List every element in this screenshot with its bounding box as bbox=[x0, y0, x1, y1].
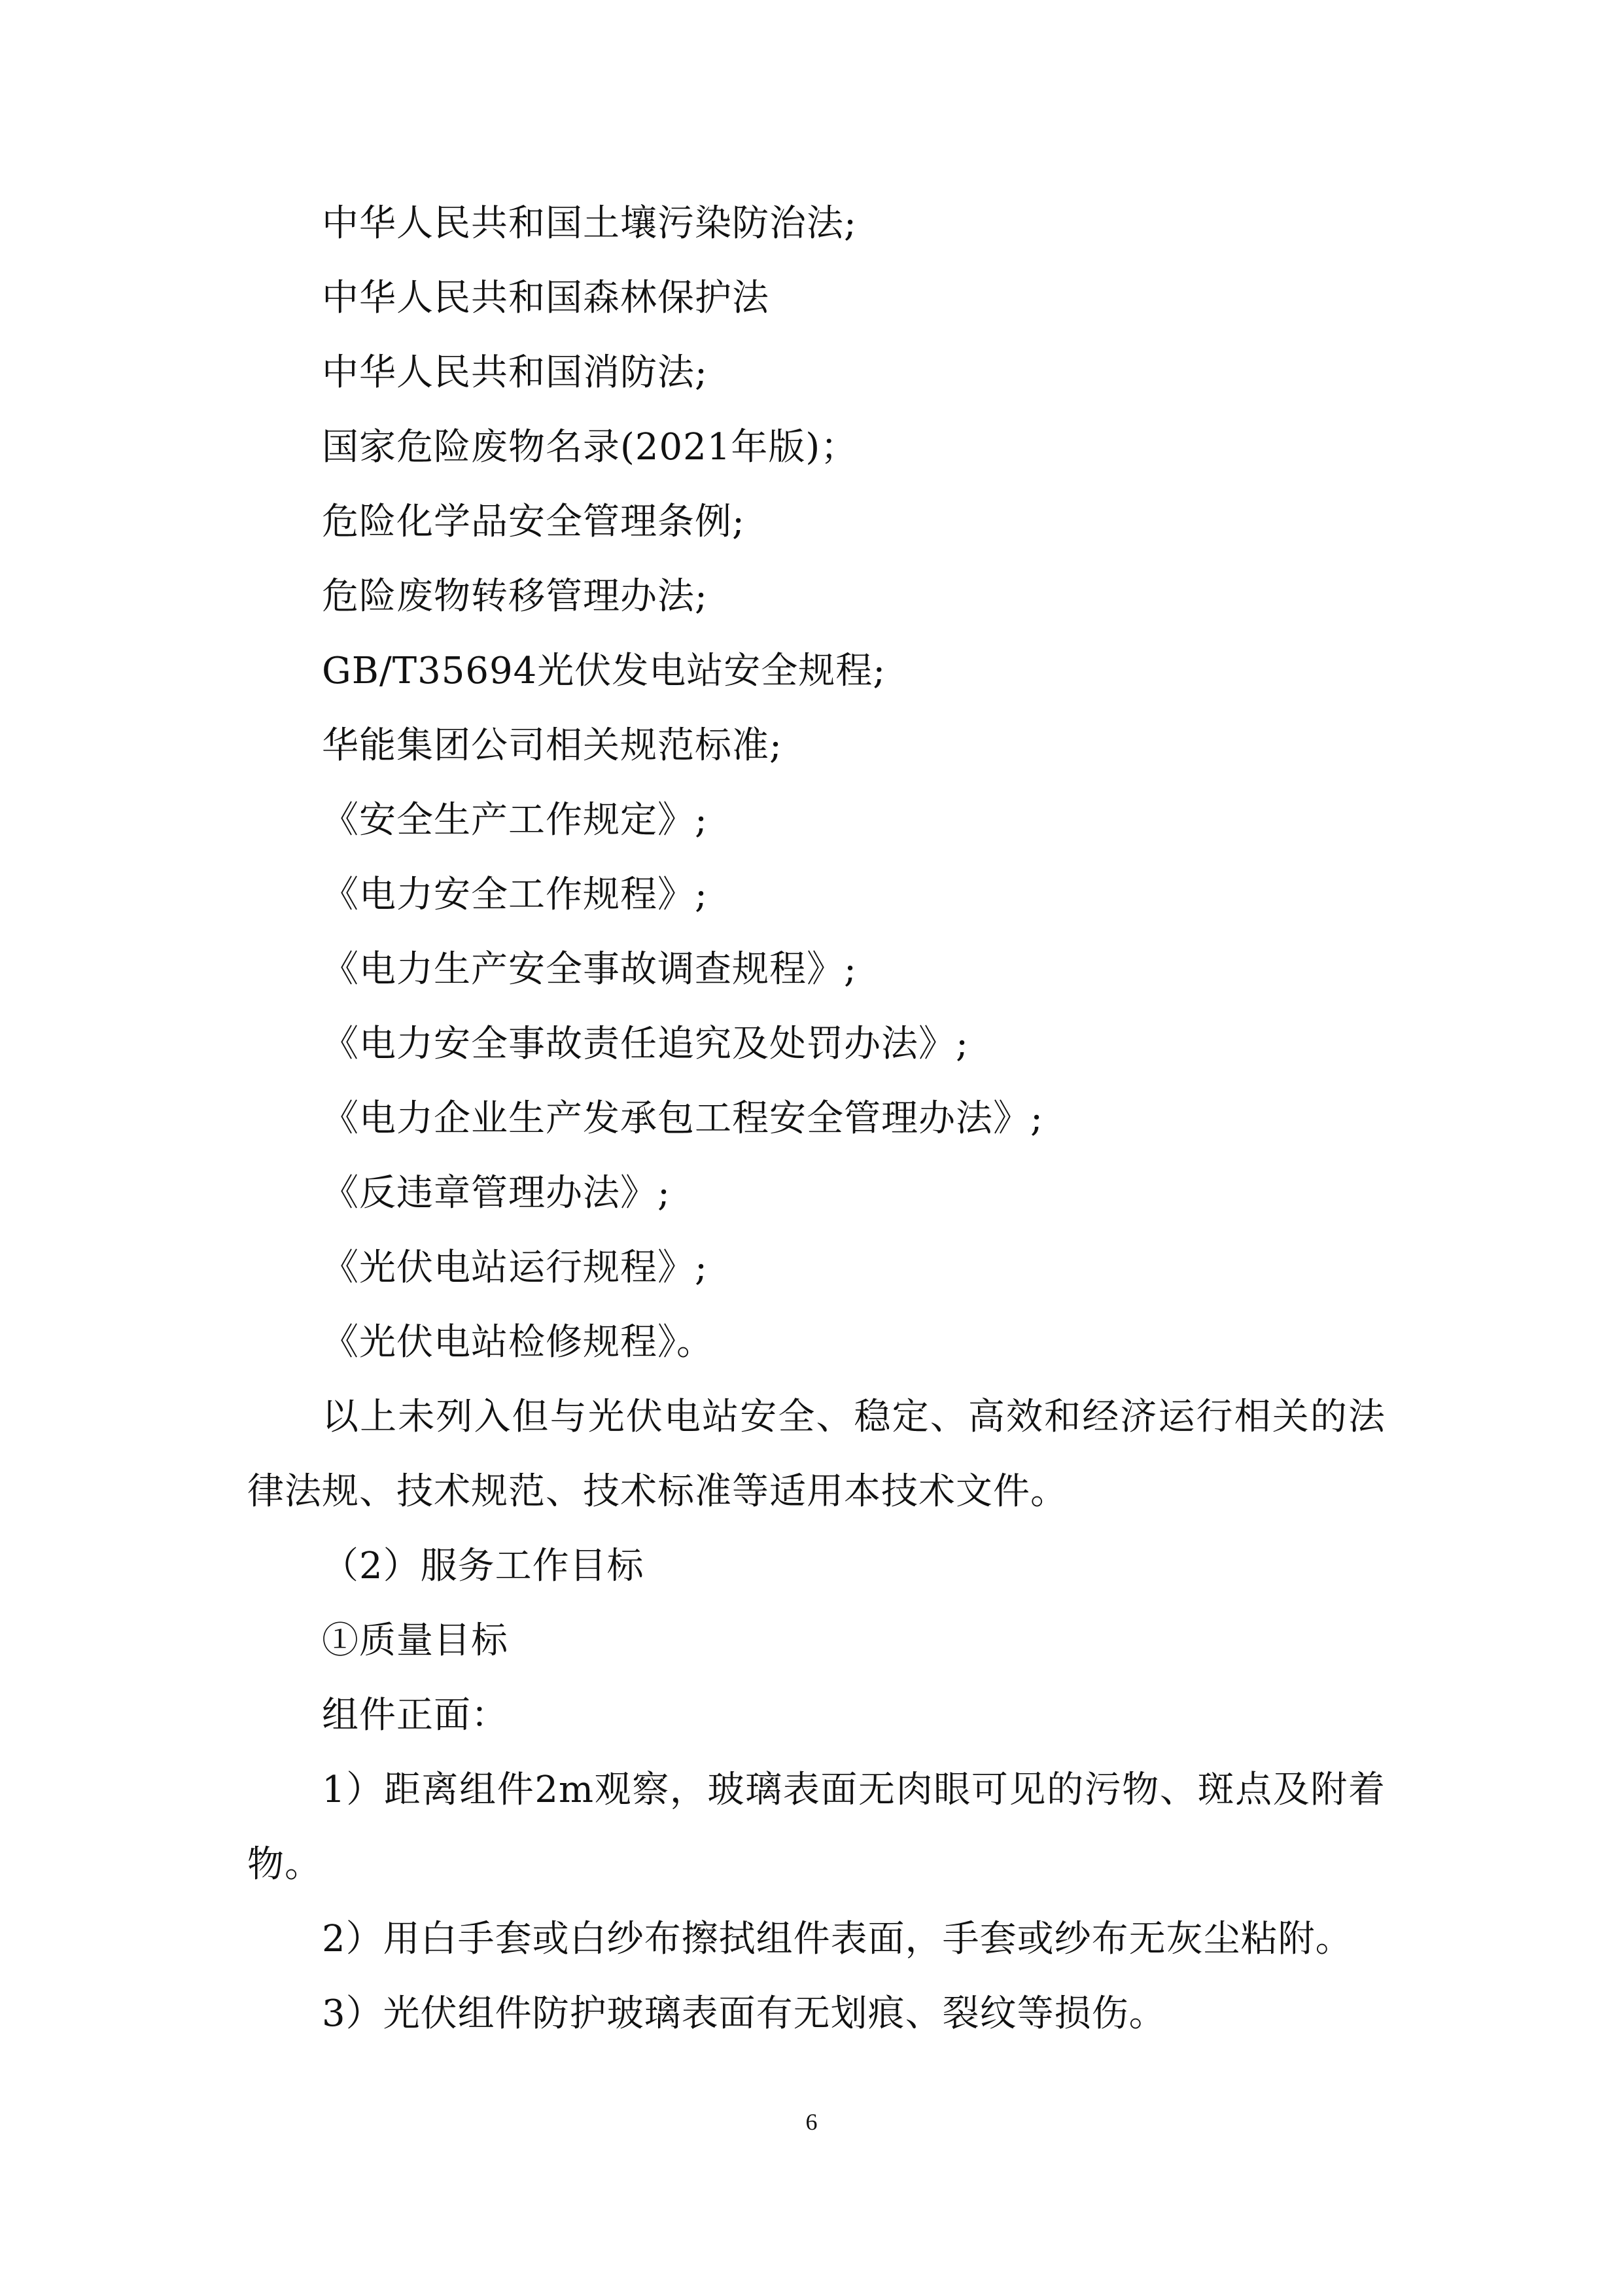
quality-item-1: 1）距离组件2m观察，玻璃表面无肉眼可见的污物、斑点及附着物。 bbox=[247, 1769, 1386, 1886]
quality-item-2: 2）用白手套或白纱布擦拭组件表面，手套或纱布无灰尘粘附。 bbox=[322, 1918, 1353, 1960]
section-heading: （2）服务工作目标 bbox=[322, 1545, 644, 1587]
law-item-hazardous-waste-list: 国家危险废物名录(2021年版)； bbox=[322, 426, 858, 468]
law-item-soil: 中华人民共和国土壤污染防治法; bbox=[322, 202, 857, 245]
law-item-waste-transfer: 危险废物转移管理办法; bbox=[322, 575, 708, 618]
law-item-safety-rules: 《安全生产工作规定》; bbox=[322, 799, 708, 841]
law-item-anti-violation: 《反违章管理办法》; bbox=[322, 1172, 671, 1214]
scope-paragraph: 以上未列入但与光伏电站安全、稳定、高效和经济运行相关的法律法规、技术规范、技术标准等适用本技术文件。 bbox=[247, 1396, 1386, 1513]
page-body bbox=[247, 186, 1386, 2051]
front-label: 组件正面： bbox=[322, 1694, 508, 1737]
law-item-fire: 中华人民共和国消防法; bbox=[322, 351, 708, 394]
quality-item-3: 3）光伏组件防护玻璃表面有无划痕、裂纹等损伤。 bbox=[322, 1992, 1166, 2035]
law-item-power-safety: 《电力安全工作规程》; bbox=[322, 874, 708, 916]
page-number: 6 bbox=[805, 2109, 818, 2135]
law-item-contract-safety: 《电力企业生产发承包工程安全管理办法》; bbox=[322, 1097, 1043, 1140]
law-item-accident-investigation: 《电力生产安全事故调查规程》; bbox=[322, 948, 857, 991]
law-item-group-standards: 华能集团公司相关规范标准; bbox=[322, 724, 782, 767]
law-item-maintenance-rules: 《光伏电站检修规程》。 bbox=[322, 1321, 714, 1364]
law-item-accident-liability: 《电力安全事故责任追究及处罚办法》; bbox=[322, 1023, 969, 1065]
law-item-hazardous-chemicals: 危险化学品安全管理条例; bbox=[322, 501, 745, 543]
law-item-gb-standard: GB/T35694光伏发电站安全规程; bbox=[322, 650, 886, 692]
law-item-forest: 中华人民共和国森林保护法 bbox=[322, 277, 769, 319]
sub-heading: ①质量目标 bbox=[322, 1619, 508, 1662]
law-item-operation-rules: 《光伏电站运行规程》; bbox=[322, 1246, 708, 1289]
